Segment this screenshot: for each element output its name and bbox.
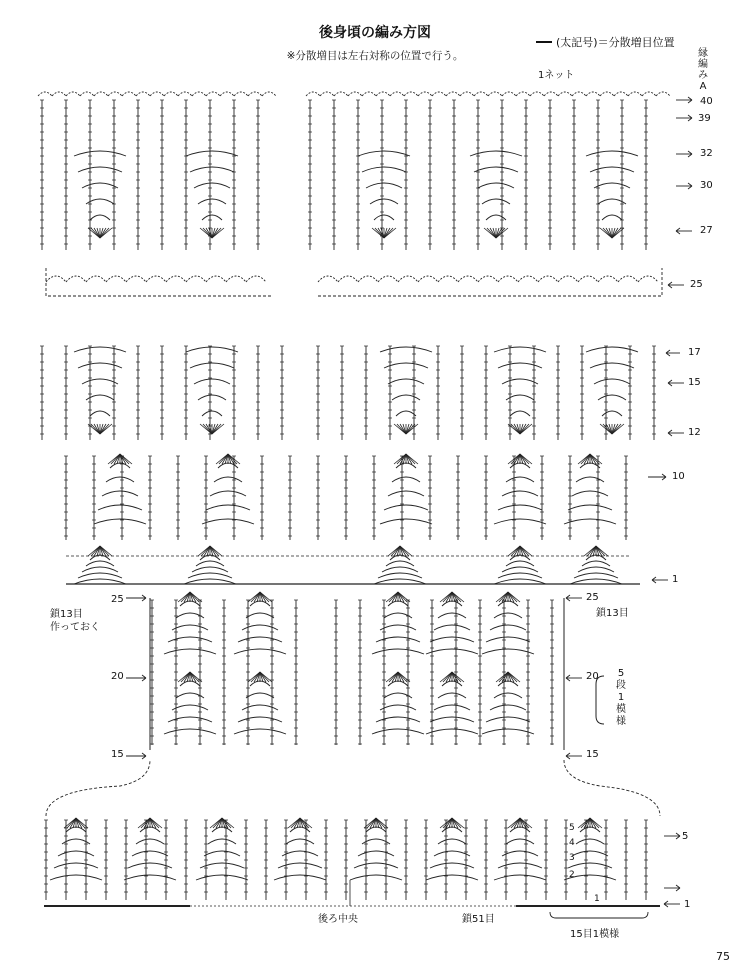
row-label: 5 <box>682 831 689 842</box>
chain-arch <box>66 92 80 96</box>
chain-arch <box>404 92 418 96</box>
motif-row-label: 2 <box>569 870 575 880</box>
chain-arch <box>186 276 206 282</box>
pineapple-row <box>576 839 604 844</box>
repeat-bracket <box>596 676 604 724</box>
fan-stitch <box>206 424 212 434</box>
pineapple-row <box>274 875 326 880</box>
chain-arch <box>234 92 248 96</box>
pineapple-row <box>374 579 426 584</box>
pineapple-row <box>124 875 176 880</box>
pineapple-row <box>194 183 230 188</box>
pineapple-row <box>426 875 478 880</box>
pineapple-row <box>602 215 622 220</box>
pineapple-row <box>202 411 222 416</box>
chain13-right-label: 鎖13目 <box>596 608 629 619</box>
pineapple-row <box>494 579 546 584</box>
pineapple-row <box>164 729 216 734</box>
chain-arch <box>598 276 618 282</box>
pineapple-row <box>564 875 616 880</box>
pineapple-row <box>242 705 278 710</box>
row-label: 10 <box>672 471 685 482</box>
pineapple-row <box>208 839 236 844</box>
pineapple-row <box>286 839 314 844</box>
pineapple-row <box>590 363 634 368</box>
pineapple-row <box>136 839 164 844</box>
row-label: 39 <box>698 113 711 124</box>
pineapple-row <box>380 347 432 352</box>
pineapple-row <box>198 395 226 400</box>
row-label: 20 <box>586 671 599 682</box>
pineapple-row <box>430 717 474 722</box>
pineapple-row <box>58 851 94 856</box>
chain-arch <box>642 92 656 96</box>
fan-stitch <box>446 818 452 828</box>
pineapple-row <box>358 151 410 156</box>
chain-arch <box>378 276 398 282</box>
row-label: 15 <box>688 377 701 388</box>
row-label: 15 <box>111 749 124 760</box>
chain-arch <box>618 276 638 282</box>
repeat5-label: 5 段 1 模 様 <box>616 668 626 727</box>
fan-stitch <box>378 228 384 238</box>
pineapple-row <box>438 613 466 618</box>
pineapple-row <box>498 363 542 368</box>
pineapple-row <box>350 875 402 880</box>
pineapple-row <box>164 649 216 654</box>
pineapple-row <box>434 625 470 630</box>
repeat15-label: 15目1模様 <box>570 929 620 940</box>
section-outline <box>46 760 660 816</box>
pineapple-row <box>388 379 424 384</box>
pineapple-row <box>430 637 474 642</box>
pineapple-row <box>74 151 126 156</box>
pineapple-row <box>486 637 530 642</box>
pineapple-row <box>494 693 522 698</box>
pineapple-row <box>510 411 530 416</box>
pineapple-row <box>426 729 478 734</box>
chain-arch <box>362 92 376 96</box>
pineapple-row <box>482 199 510 204</box>
chain-arch <box>66 276 86 282</box>
pineapple-row <box>82 567 118 572</box>
fan-stitch <box>502 672 508 682</box>
chain-arch <box>418 276 438 282</box>
pineapple-row <box>354 863 398 868</box>
page-number: 75 <box>716 950 730 963</box>
pineapple-row <box>494 875 546 880</box>
pineapple-row <box>574 573 618 578</box>
pineapple-row <box>578 567 614 572</box>
chain-arch <box>502 92 516 96</box>
pineapple-row <box>374 215 394 220</box>
chain-arch <box>164 92 178 96</box>
pineapple-row <box>238 637 282 642</box>
fan-stitch <box>606 228 612 238</box>
chain-arch <box>306 92 320 96</box>
pineapple-row <box>168 717 212 722</box>
section-outline <box>318 268 662 296</box>
chain-arch <box>518 276 538 282</box>
fan-stitch <box>254 592 260 602</box>
pineapple-row <box>430 863 474 868</box>
chain-arch <box>572 92 586 96</box>
pineapple-row <box>370 199 398 204</box>
chain-arch <box>248 92 262 96</box>
chain-arch <box>446 92 460 96</box>
chain-arch <box>438 276 458 282</box>
pineapple-row <box>78 363 122 368</box>
fan-stitch <box>254 672 260 682</box>
chain-arch <box>390 92 404 96</box>
chain-arch <box>418 92 432 96</box>
fan-stitch <box>400 424 406 434</box>
pineapple-row <box>498 573 542 578</box>
chain-arch <box>320 92 334 96</box>
chain13-left-label: 鎖13目 作っておく <box>50 609 100 633</box>
edge-label: 縁 編 み A <box>698 48 708 92</box>
center-back-label: 後ろ中央 <box>318 914 358 925</box>
chain-arch <box>94 92 108 96</box>
chain-arch <box>628 92 642 96</box>
fan-stitch <box>184 592 190 602</box>
chain-arch <box>586 92 600 96</box>
chain-arch <box>80 92 94 96</box>
chain-arch <box>262 92 276 96</box>
pineapple-row <box>214 477 242 482</box>
pineapple-row <box>90 215 110 220</box>
chain-arch <box>558 92 572 96</box>
pineapple-row <box>238 717 282 722</box>
chain-arch <box>108 92 122 96</box>
chain-arch <box>558 276 578 282</box>
pineapple-row <box>498 863 542 868</box>
pineapple-row <box>482 729 534 734</box>
pineapple-row <box>192 567 228 572</box>
pineapple-row <box>234 649 286 654</box>
chain-arch <box>106 276 126 282</box>
pineapple-row <box>506 477 534 482</box>
fan-stitch <box>590 546 596 556</box>
pineapple-row <box>128 863 172 868</box>
pineapple-row <box>358 851 394 856</box>
pineapple-row <box>106 477 134 482</box>
motif-row-label: 4 <box>569 838 575 848</box>
chain-arch <box>136 92 150 96</box>
fan-stitch <box>94 424 100 434</box>
pineapple-row <box>204 851 240 856</box>
chain-arch <box>578 276 598 282</box>
chain-arch <box>376 92 390 96</box>
pineapple-row <box>206 505 250 510</box>
pineapple-row <box>372 649 424 654</box>
pineapple-row <box>392 395 420 400</box>
pineapple-row <box>188 573 232 578</box>
repeat-bracket <box>550 912 648 918</box>
row-label: 40 <box>700 96 713 107</box>
pineapple-row <box>190 363 234 368</box>
pineapple-row <box>172 625 208 630</box>
pineapple-row <box>82 183 118 188</box>
pineapple-row <box>78 573 122 578</box>
fan-stitch <box>94 228 100 238</box>
pineapple-row <box>384 363 428 368</box>
pineapple-row <box>82 379 118 384</box>
pineapple-row <box>568 505 612 510</box>
pineapple-row <box>74 579 126 584</box>
fan-stitch <box>392 672 398 682</box>
pineapple-row <box>200 863 244 868</box>
pineapple-row <box>438 839 466 844</box>
chain-arch <box>358 276 378 282</box>
pineapple-row <box>384 505 428 510</box>
pineapple-row <box>570 579 622 584</box>
pineapple-row <box>482 649 534 654</box>
fan-stitch <box>400 454 406 464</box>
chain-arch <box>220 92 234 96</box>
fan-stitch <box>490 228 496 238</box>
chain-arch <box>52 92 66 96</box>
pineapple-row <box>380 705 416 710</box>
fan-stitch <box>446 672 452 682</box>
pineapple-row <box>490 625 526 630</box>
chain-arch <box>398 276 418 282</box>
pineapple-row <box>184 579 236 584</box>
chain-arch <box>516 92 530 96</box>
chain-arch <box>348 92 362 96</box>
pineapple-row <box>568 863 612 868</box>
fan-stitch <box>394 546 400 556</box>
pineapple-row <box>506 561 534 566</box>
pineapple-row <box>194 379 230 384</box>
motif-row-label: 3 <box>569 853 575 863</box>
chain-arch <box>656 92 670 96</box>
pineapple-row <box>74 347 126 352</box>
pineapple-row <box>388 491 424 496</box>
chain-arch <box>638 276 658 282</box>
pineapple-row <box>198 199 226 204</box>
pineapple-row <box>572 491 608 496</box>
pineapple-row <box>98 505 142 510</box>
pineapple-row <box>582 561 610 566</box>
fan-stitch <box>294 818 300 828</box>
pineapple-row <box>426 649 478 654</box>
motif-row-label: 5 <box>569 823 575 833</box>
chain-arch <box>122 92 136 96</box>
pineapple-row <box>210 491 246 496</box>
pineapple-row <box>186 151 238 156</box>
distribution-note: ※分散増目は左右対称の位置で行う。 <box>286 50 464 62</box>
pineapple-row <box>490 705 526 710</box>
pineapple-row <box>78 167 122 172</box>
row-label: 20 <box>111 671 124 682</box>
fan-stitch <box>584 454 590 464</box>
chain-arch <box>460 92 474 96</box>
chain-arch <box>126 276 146 282</box>
pineapple-row <box>392 477 420 482</box>
row-label: 15 <box>586 749 599 760</box>
chain-arch <box>178 92 192 96</box>
chain-arch <box>146 276 166 282</box>
body-edge <box>150 598 564 750</box>
chain-arch <box>318 276 338 282</box>
pineapple-row <box>376 637 420 642</box>
pineapple-row <box>486 717 530 722</box>
chain-arch <box>600 92 614 96</box>
fan-stitch <box>184 672 190 682</box>
pineapple-row <box>90 411 110 416</box>
chain51-label: 鎖51目 <box>462 914 495 925</box>
fan-stitch <box>144 818 150 828</box>
pineapple-row <box>278 863 322 868</box>
fan-stitch <box>502 592 508 602</box>
chain-arch <box>192 92 206 96</box>
chain-arch <box>206 92 220 96</box>
row-label: 25 <box>111 594 124 605</box>
legend-label: (太記号)＝分散増目位置 <box>556 36 675 49</box>
pineapple-row <box>196 875 248 880</box>
pineapple-row <box>234 729 286 734</box>
row-label: 1 <box>684 899 691 910</box>
pineapple-row <box>190 167 234 172</box>
pineapple-row <box>396 411 416 416</box>
chain-arch <box>38 92 52 96</box>
chain-arch <box>544 92 558 96</box>
chain-arch <box>334 92 348 96</box>
pineapple-row <box>576 477 604 482</box>
pineapple-row <box>202 519 254 524</box>
chain-arch <box>498 276 518 282</box>
pineapple-row <box>246 613 274 618</box>
fan-stitch <box>222 454 228 464</box>
pineapple-row <box>502 379 538 384</box>
chain-arch <box>488 92 502 96</box>
pineapple-row <box>380 519 432 524</box>
pineapple-row <box>378 573 422 578</box>
pineapple-row <box>386 561 414 566</box>
chain-arch <box>166 276 186 282</box>
fan-stitch <box>584 818 590 828</box>
fan-stitch <box>94 546 100 556</box>
fan-stitch <box>392 592 398 602</box>
pineapple-row <box>602 411 622 416</box>
fan-stitch <box>216 818 222 828</box>
fan-stitch <box>204 546 210 556</box>
section-outline <box>46 268 272 296</box>
pineapple-row <box>494 347 546 352</box>
chain-arch <box>150 92 164 96</box>
pineapple-row <box>186 347 238 352</box>
chain-arch <box>432 92 446 96</box>
pineapple-row <box>102 491 138 496</box>
row-label: 30 <box>700 180 713 191</box>
chain-arch <box>614 92 628 96</box>
chain-arch <box>474 92 488 96</box>
fan-stitch <box>606 424 612 434</box>
chain-arch <box>478 276 498 282</box>
chain-arch <box>226 276 246 282</box>
pineapple-row <box>202 215 222 220</box>
pineapple-row <box>474 167 518 172</box>
fan-stitch <box>206 228 212 238</box>
pineapple-row <box>590 167 634 172</box>
pineapple-row <box>168 637 212 642</box>
pineapple-row <box>366 183 402 188</box>
chain-arch <box>530 92 544 96</box>
pineapple-row <box>572 851 608 856</box>
pineapple-row <box>486 215 506 220</box>
fan-stitch <box>114 454 120 464</box>
fan-stitch <box>70 818 76 828</box>
pineapple-row <box>246 693 274 698</box>
fan-stitch <box>446 592 452 602</box>
pineapple-row <box>494 613 522 618</box>
fan-stitch <box>370 818 376 828</box>
pineapple-row <box>132 851 168 856</box>
pineapple-row <box>242 625 278 630</box>
chain-arch <box>338 276 358 282</box>
pineapple-row <box>502 491 538 496</box>
chain-arch <box>86 276 106 282</box>
pineapple-row <box>498 505 542 510</box>
pineapple-row <box>86 561 114 566</box>
pineapple-row <box>196 561 224 566</box>
row-label: 32 <box>700 148 713 159</box>
pineapple-row <box>586 151 638 156</box>
chain-arch <box>246 276 266 282</box>
chain-arch <box>538 276 558 282</box>
chain-arch <box>46 276 66 282</box>
net-label: 1ネット <box>538 70 575 81</box>
pineapple-row <box>598 395 626 400</box>
row-label: 27 <box>700 225 713 236</box>
chain-arch <box>458 276 478 282</box>
fan-stitch <box>514 454 520 464</box>
row-label: 25 <box>586 592 599 603</box>
pineapple-row <box>172 705 208 710</box>
page-title: 後身頃の編み方図 <box>319 25 431 41</box>
pineapple-row <box>372 729 424 734</box>
pineapple-row <box>478 183 514 188</box>
pineapple-row <box>382 567 418 572</box>
pineapple-row <box>54 863 98 868</box>
pineapple-row <box>494 519 546 524</box>
fan-stitch <box>514 424 520 434</box>
pineapple-row <box>506 839 534 844</box>
motif-row-label: 1 <box>594 894 600 904</box>
chain-arch <box>206 276 226 282</box>
pineapple-row <box>594 183 630 188</box>
row-label: 12 <box>688 427 701 438</box>
pineapple-row <box>502 567 538 572</box>
row-label: 17 <box>688 347 701 358</box>
row-label: 1 <box>672 574 679 585</box>
fan-stitch <box>514 546 520 556</box>
fan-stitch <box>514 818 520 828</box>
pineapple-row <box>438 693 466 698</box>
row-label: 25 <box>690 279 703 290</box>
pineapple-row <box>50 875 102 880</box>
pineapple-row <box>594 379 630 384</box>
pineapple-row <box>434 705 470 710</box>
pineapple-row <box>376 717 420 722</box>
pineapple-row <box>362 167 406 172</box>
pineapple-row <box>380 625 416 630</box>
